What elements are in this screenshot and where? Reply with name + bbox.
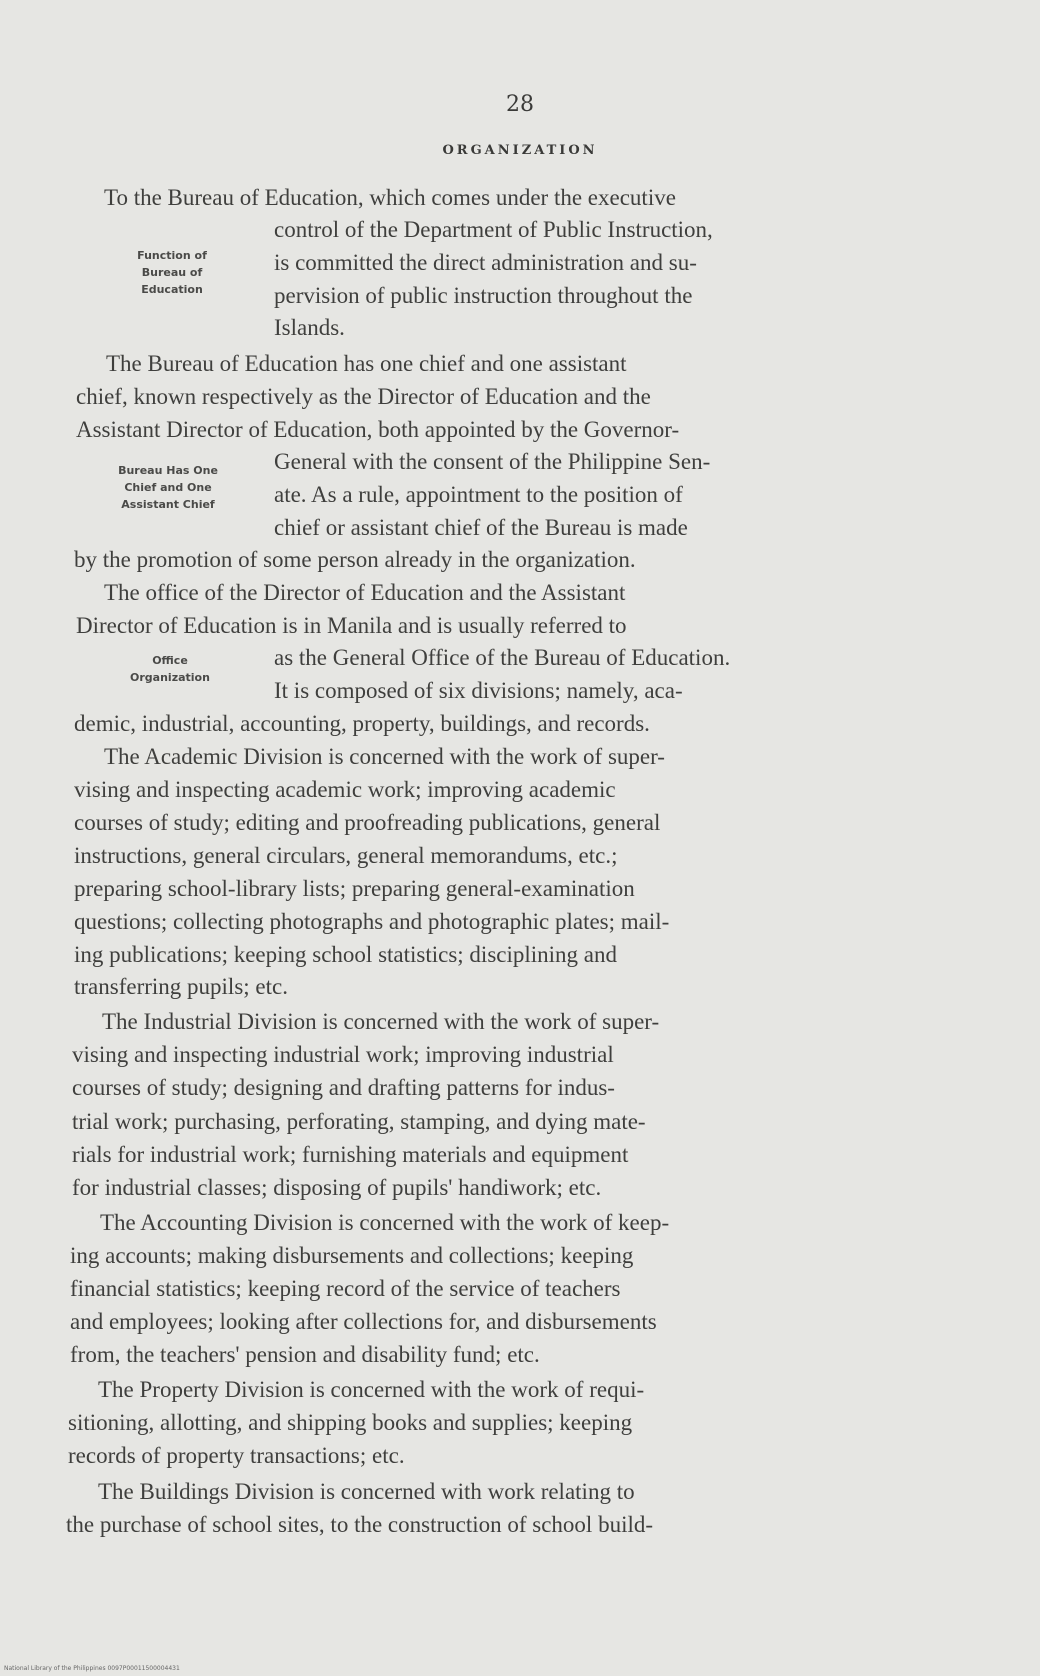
body-line: control of the Department of Public Instruction, [274,217,713,242]
footer-note: National Library of the Philippines 0097P00011500004431 [4,1665,180,1672]
body-line: trial work; purchasing, perforating, stamping, and dying mate- [72,1109,646,1134]
body-line: instructions, general circulars, general memorandums, etc.; [74,843,618,868]
body-line: transferring pupils; etc. [74,974,288,999]
body-line: courses of study; editing and proofreading publications, general [74,810,661,835]
margin-note-line: Function of [137,249,207,262]
body-line: vising and inspecting industrial work; improving industrial [72,1042,614,1067]
body-line: ing publications; keeping school statistics; disciplining and [74,942,617,967]
body-line: ing accounts; making disbursements and collections; keeping [70,1243,634,1268]
body-line: pervision of public instruction throughout the [274,283,693,308]
body-line: The Academic Division is concerned with the work of super- [104,744,665,769]
body-line: sitioning, allotting, and shipping books and supplies; keeping [68,1410,633,1435]
body-line: courses of study; designing and drafting patterns for indus- [72,1075,615,1100]
margin-note-line: Organization [130,671,210,684]
body-line: for industrial classes; disposing of pupils' handiwork; etc. [72,1175,602,1200]
body-line: Assistant Director of Education, both appointed by the Governor- [76,417,680,442]
body-line: vising and inspecting academic work; improving academic [74,777,616,802]
body-line: from, the teachers' pension and disability fund; etc. [70,1342,540,1367]
body-line: records of property transactions; etc. [68,1443,405,1468]
body-line: chief or assistant chief of the Bureau is made [274,515,688,540]
body-line: as the General Office of the Bureau of Education. [274,645,731,670]
margin-note-line: Office [152,654,188,667]
body-line: rials for industrial work; furnishing materials and equipment [72,1142,629,1167]
body-line: is committed the direct administration and su- [274,250,697,275]
body-line: chief, known respectively as the Director of Education and the [76,384,651,409]
body-line: To the Bureau of Education, which comes under the executive [104,185,676,210]
body-line: and employees; looking after collections for, and disbursements [70,1309,657,1334]
body-line: demic, industrial, accounting, property, buildings, and records. [74,711,650,736]
body-line: The Industrial Division is concerned with the work of super- [102,1009,660,1034]
margin-note-line: Chief and One [124,481,212,494]
body-line: The Buildings Division is concerned with work relating to [98,1479,635,1504]
margin-note-function [108,247,236,298]
body-line: ate. As a rule, appointment to the position of [274,482,683,507]
body-line: preparing school-library lists; preparing general-examination [74,876,635,901]
body-line: the purchase of school sites, to the construction of school build- [66,1512,654,1537]
margin-note-line: Assistant Chief [121,498,215,511]
body-line: Islands. [274,315,345,340]
body-line: It is composed of six divisions; namely, aca- [274,678,683,703]
body-line: The Property Division is concerned with the work of requi- [98,1377,645,1402]
body-line: questions; collecting photographs and photographic plates; mail- [74,909,670,934]
section-heading: ORGANIZATION [442,143,598,158]
margin-note-office [100,652,240,686]
page-number: 28 [506,92,534,117]
body-line: financial statistics; keeping record of the service of teachers [70,1276,621,1301]
body-line: General with the consent of the Philippine Sen- [274,449,711,474]
margin-note-line: Bureau Has One [118,464,218,477]
body-line: by the promotion of some person already in the organization. [74,547,636,572]
margin-note-chief [92,462,244,513]
margin-note-line: Bureau of [141,266,203,279]
body-line: The Accounting Division is concerned with the work of keep- [100,1210,670,1235]
body-line: The office of the Director of Education and the Assistant [104,580,626,605]
body-line: The Bureau of Education has one chief and one assistant [106,351,627,376]
margin-note-line: Education [141,283,203,296]
body-line: Director of Education is in Manila and is usually referred to [76,613,627,638]
